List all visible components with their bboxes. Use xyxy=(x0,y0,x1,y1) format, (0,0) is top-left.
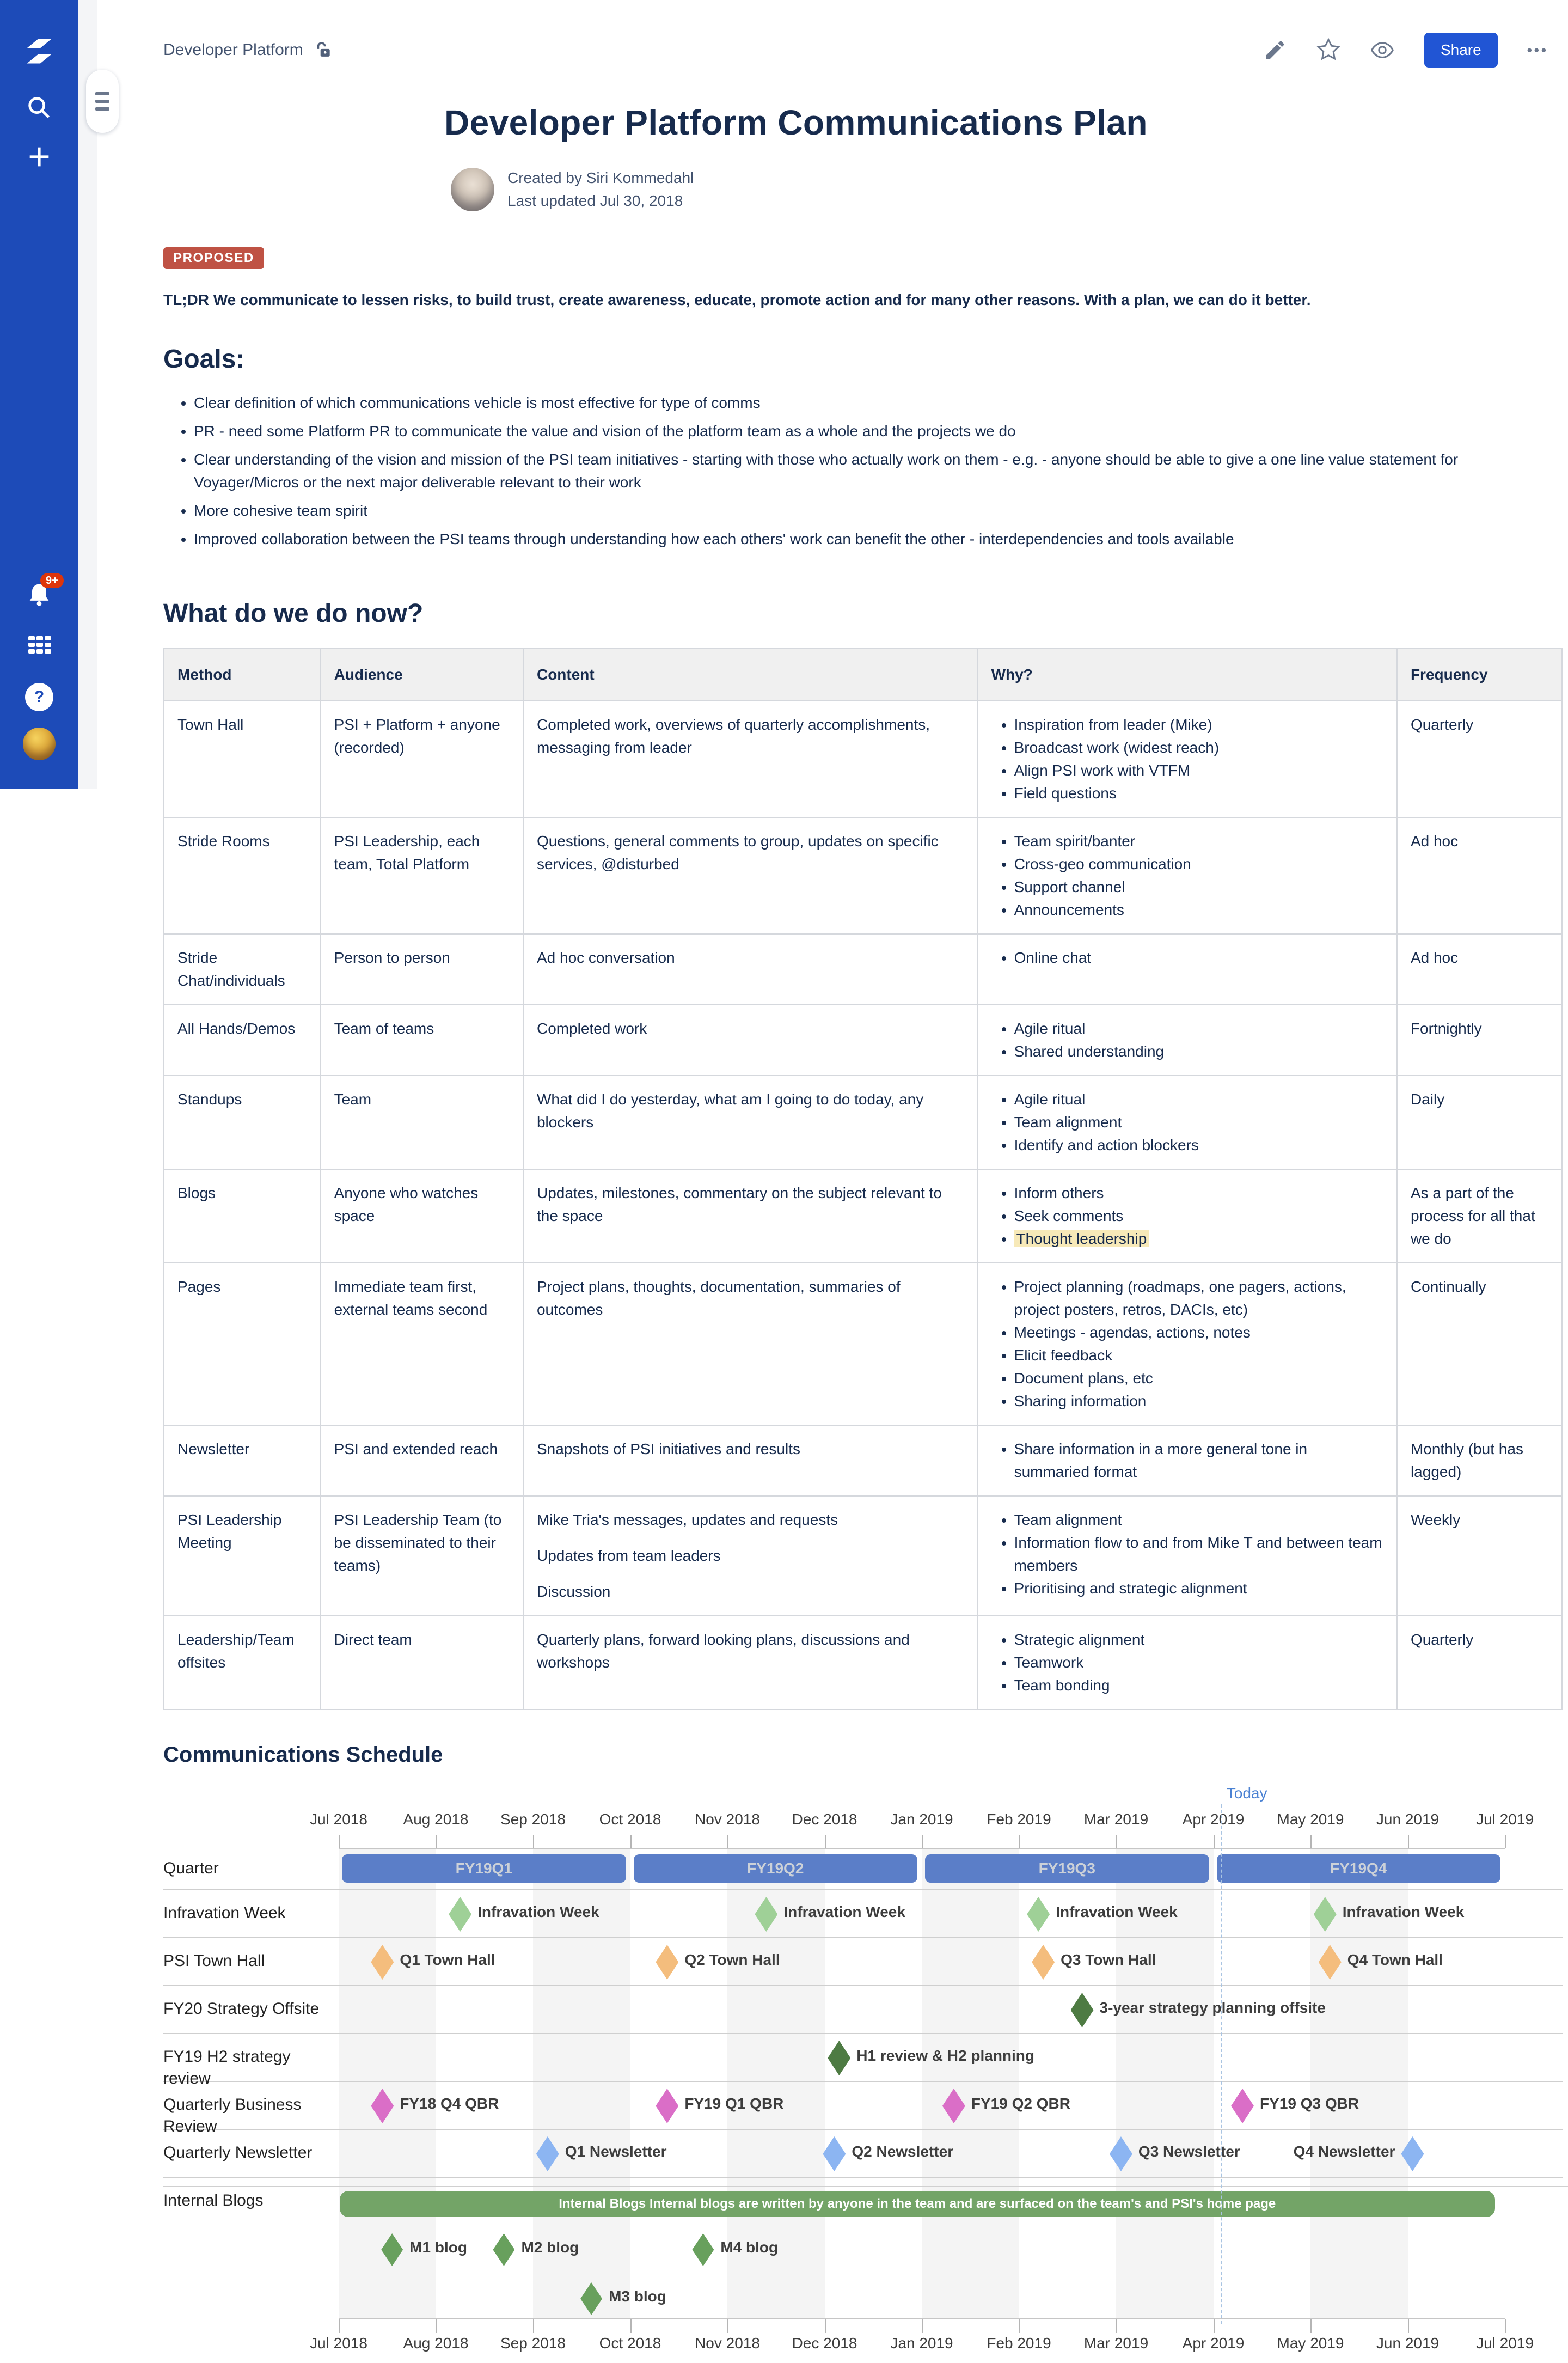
timeline-row-canvas xyxy=(339,1986,1563,2033)
month-tick xyxy=(1310,2319,1312,2333)
cell-why xyxy=(978,1076,1397,1169)
milestone-diamond xyxy=(692,2233,714,2266)
page-title: Developer Platform Communications Plan xyxy=(444,103,1148,142)
milestone-label: Q4 Town Hall xyxy=(1347,1951,1443,1968)
why-bullet: • Elicit feedback xyxy=(1014,1344,1383,1367)
sidebar-expand-pill[interactable] xyxy=(86,70,119,133)
why-bullet: • Agile ritual xyxy=(1014,1017,1383,1040)
milestone-label: M1 blog xyxy=(409,2239,467,2256)
goal-item: • Improved collaboration between the PSI teams through understanding how each others' work can benefit the other - interdependencies and tools available xyxy=(194,528,1563,551)
milestone-diamond xyxy=(656,1945,678,1980)
month-tick xyxy=(436,1835,437,1848)
month-label: Dec 2018 xyxy=(792,2335,857,2352)
cell-frequency: As a part of the process for all that we do xyxy=(1397,1169,1562,1263)
why-bullet: • Seek comments xyxy=(1014,1205,1383,1228)
page-toolbar xyxy=(97,0,1568,100)
milestone-label: FY19 Q2 QBR xyxy=(971,2095,1070,2112)
confluence-logo-glyph xyxy=(23,35,56,68)
unlock-glyph xyxy=(314,41,333,59)
table-row xyxy=(164,1496,1562,1616)
table-column-header: Content xyxy=(523,649,978,701)
cell-why xyxy=(978,701,1397,817)
cell-content: Quarterly plans, forward looking plans, discussions and workshops xyxy=(523,1616,978,1709)
milestone-diamond xyxy=(823,2136,846,2171)
month-label: May 2019 xyxy=(1277,2335,1344,2352)
why-bullet: • Agile ritual xyxy=(1014,1088,1383,1111)
watch-eye-icon[interactable] xyxy=(1370,38,1395,63)
why-bullet: • Support channel xyxy=(1014,876,1383,899)
user-avatar[interactable] xyxy=(23,728,56,760)
timeline-row-canvas xyxy=(339,1890,1563,1937)
month-label: Nov 2018 xyxy=(695,2335,760,2352)
pencil-glyph xyxy=(1263,38,1287,62)
table-column-header: Frequency xyxy=(1397,649,1562,701)
search-glyph xyxy=(25,94,53,122)
cell-method: Stride Chat/individuals xyxy=(164,934,321,1005)
cell-audience: Immediate team first, external teams second xyxy=(321,1263,523,1425)
cell-method: Newsletter xyxy=(164,1425,321,1496)
confluence-logo[interactable] xyxy=(23,35,56,68)
month-label: Feb 2019 xyxy=(987,2335,1051,2352)
why-bullet: • Online chat xyxy=(1014,947,1383,969)
notifications-count-badge: 9+ xyxy=(40,573,64,588)
milestone-label: M3 blog xyxy=(609,2288,666,2305)
cell-method: Leadership/Team offsites xyxy=(164,1616,321,1709)
why-bullet: • Align PSI work with VTFM xyxy=(1014,759,1383,782)
create-plus-icon[interactable] xyxy=(25,143,53,171)
cell-content: Completed work, overviews of quarterly accomplishments, messaging from leader xyxy=(523,701,978,817)
why-bullet: • Field questions xyxy=(1014,782,1383,805)
byline xyxy=(451,167,1148,212)
milestone-diamond xyxy=(371,1945,394,1980)
month-label: Feb 2019 xyxy=(987,1811,1051,1828)
why-bullet: • Meetings - agendas, actions, notes xyxy=(1014,1321,1383,1344)
table-column-header: Why? xyxy=(978,649,1397,701)
milestone-diamond xyxy=(449,1897,471,1932)
created-by-text[interactable]: Created by Siri Kommedahl xyxy=(507,169,694,186)
milestone-label: FY19 Q3 QBR xyxy=(1260,2095,1359,2112)
cell-frequency: Monthly (but has lagged) xyxy=(1397,1425,1562,1496)
cell-audience: Person to person xyxy=(321,934,523,1005)
goal-item: • Clear understanding of the vision and mission of the PSI team initiatives - starting with those who actually work on them - e.g. - anyone should be able to give a one line value statement for Voyager/Micros or the next major deliverable relevant to their work xyxy=(194,448,1563,494)
timeline-row xyxy=(163,2178,1563,2319)
timeline-row-canvas xyxy=(339,1848,1563,1889)
cell-audience: PSI + Platform + anyone (recorded) xyxy=(321,701,523,817)
cell-audience: PSI Leadership, each team, Total Platform xyxy=(321,817,523,934)
grid-glyph xyxy=(26,632,52,658)
today-line xyxy=(1221,1804,1222,2324)
timeline-row xyxy=(163,1986,1563,2034)
month-tick xyxy=(436,2319,437,2333)
quarter-bar: FY19Q4 xyxy=(1217,1854,1501,1883)
milestone-diamond xyxy=(371,2089,394,2123)
goal-item: • PR - need some Platform PR to communicate the value and vision of the platform team as a whole and the projects we do xyxy=(194,420,1563,443)
cell-method: Town Hall xyxy=(164,701,321,817)
timeline-months-bottom xyxy=(163,2319,1563,2363)
month-label: Apr 2019 xyxy=(1182,2335,1245,2352)
app-switcher-grid-icon[interactable] xyxy=(26,632,52,658)
milestone-label: M4 blog xyxy=(720,2239,779,2256)
why-bullet: • Thought leadership xyxy=(1014,1228,1383,1250)
month-tick xyxy=(339,2319,340,2333)
table-column-header: Method xyxy=(164,649,321,701)
month-tick xyxy=(922,2319,923,2333)
title-block xyxy=(444,102,1148,212)
cell-method: PSI Leadership Meeting xyxy=(164,1496,321,1616)
month-tick xyxy=(1116,1835,1117,1848)
month-label: Aug 2018 xyxy=(403,1811,469,1828)
month-label: Jun 2019 xyxy=(1376,2335,1440,2352)
cell-frequency: Quarterly xyxy=(1397,701,1562,817)
month-tick xyxy=(1408,2319,1409,2333)
month-label: Jul 2019 xyxy=(1476,2335,1534,2352)
plus-glyph xyxy=(25,143,53,171)
table-row xyxy=(164,1005,1562,1076)
why-bullet: • Information flow to and from Mike T and between team members xyxy=(1014,1531,1383,1577)
timeline-row-canvas xyxy=(339,2082,1563,2129)
milestone-label: Q2 Town Hall xyxy=(684,1951,780,1968)
milestone-label: M2 blog xyxy=(521,2239,579,2256)
month-label: Jul 2018 xyxy=(310,2335,367,2352)
star-glyph xyxy=(1316,38,1340,62)
why-bullet: • Sharing information xyxy=(1014,1390,1383,1413)
cell-content: Snapshots of PSI initiatives and results xyxy=(523,1425,978,1496)
cell-frequency: Quarterly xyxy=(1397,1616,1562,1709)
milestone-diamond xyxy=(1110,2136,1132,2171)
month-tick xyxy=(1408,1835,1409,1848)
milestone-label: FY18 Q4 QBR xyxy=(400,2095,499,2112)
timeline-row-label: Quarterly Business Review xyxy=(163,2096,302,2135)
cell-why xyxy=(978,1425,1397,1496)
cell-why xyxy=(978,1496,1397,1616)
author-avatar[interactable] xyxy=(451,168,494,211)
cell-method: Blogs xyxy=(164,1169,321,1263)
cell-content: Project plans, thoughts, documentation, summaries of outcomes xyxy=(523,1263,978,1425)
breadcrumb-space-link[interactable]: Developer Platform xyxy=(163,41,303,59)
why-bullet: • Broadcast work (widest reach) xyxy=(1014,736,1383,759)
internal-blogs-bar: Internal Blogs Internal blogs are written by anyone in the team and are surfaced on the team's and PSI's home page xyxy=(340,2191,1495,2217)
goals-heading: Goals: xyxy=(163,345,245,374)
timeline-row-label: FY20 Strategy Offsite xyxy=(163,2000,320,2018)
timeline-row-canvas xyxy=(339,2178,1563,2319)
month-label: Nov 2018 xyxy=(695,1811,760,1828)
milestone-diamond xyxy=(1071,1993,1094,2028)
month-label: Oct 2018 xyxy=(599,2335,661,2352)
timeline-row-label: Infravation Week xyxy=(163,1904,286,1922)
goal-item: • More cohesive team spirit xyxy=(194,499,1563,522)
cell-audience: PSI Leadership Team (to be disseminated to their teams) xyxy=(321,1496,523,1616)
month-label: Sep 2018 xyxy=(500,2335,566,2352)
milestone-diamond xyxy=(828,2041,850,2075)
comms-table xyxy=(163,648,1563,1710)
cell-why xyxy=(978,1616,1397,1709)
cell-content: Ad hoc conversation xyxy=(523,934,978,1005)
why-bullet: • Strategic alignment xyxy=(1014,1628,1383,1651)
cell-content: Completed work xyxy=(523,1005,978,1076)
why-bullet: • Team spirit/banter xyxy=(1014,830,1383,853)
timeline-row-canvas xyxy=(339,1938,1563,1985)
why-bullet: • Prioritising and strategic alignment xyxy=(1014,1577,1383,1600)
cell-frequency: Daily xyxy=(1397,1076,1562,1169)
month-label: Dec 2018 xyxy=(792,1811,857,1828)
unlock-icon[interactable] xyxy=(314,41,333,59)
today-label: Today xyxy=(1226,1785,1267,1802)
timeline-row xyxy=(163,2082,1563,2135)
why-bullet: • Team bonding xyxy=(1014,1674,1383,1697)
favourite-star-icon[interactable] xyxy=(1316,38,1340,62)
timeline-row-label: PSI Town Hall xyxy=(163,1952,265,1970)
page-bottom-divider xyxy=(163,2186,1568,2187)
month-tick xyxy=(1019,1835,1020,1848)
share-button[interactable]: Share xyxy=(1424,33,1498,68)
milestone-diamond xyxy=(580,2282,602,2315)
help-icon[interactable] xyxy=(25,683,53,711)
edit-pencil-icon[interactable] xyxy=(1263,38,1287,62)
milestone-diamond xyxy=(656,2089,678,2123)
goal-item: • Clear definition of which communications vehicle is most effective for type of comms xyxy=(194,392,1563,414)
cell-audience: Team xyxy=(321,1076,523,1169)
quarter-bar: FY19Q3 xyxy=(925,1854,1209,1883)
month-label: Oct 2018 xyxy=(599,1811,661,1828)
search-icon[interactable] xyxy=(25,94,53,122)
table-row xyxy=(164,1425,1562,1496)
cell-method: Stride Rooms xyxy=(164,817,321,934)
timeline-row xyxy=(163,2034,1563,2087)
table-row xyxy=(164,1616,1562,1709)
why-bullet: • Teamwork xyxy=(1014,1651,1383,1674)
month-label: Jan 2019 xyxy=(890,2335,953,2352)
milestone-diamond xyxy=(493,2233,514,2266)
month-label: Aug 2018 xyxy=(403,2335,469,2352)
cell-content: Mike Tria's messages, updates and requests Updates from team leaders Discussion xyxy=(523,1496,978,1616)
why-bullet: • Inform others xyxy=(1014,1182,1383,1205)
month-label: Jun 2019 xyxy=(1376,1811,1440,1828)
month-label: Mar 2019 xyxy=(1083,1811,1149,1828)
table-row xyxy=(164,1263,1562,1425)
status-badge: PROPOSED xyxy=(163,247,264,269)
milestone-diamond xyxy=(1314,1897,1337,1932)
cell-frequency: Continually xyxy=(1397,1263,1562,1425)
month-tick xyxy=(1310,1835,1312,1848)
cell-method: All Hands/Demos xyxy=(164,1005,321,1076)
cell-content: Questions, general comments to group, updates on specific services, @disturbed xyxy=(523,817,978,934)
eye-glyph xyxy=(1370,38,1395,63)
why-bullet: • Inspiration from leader (Mike) xyxy=(1014,713,1383,736)
month-label: Jul 2019 xyxy=(1476,1811,1534,1828)
milestone-label: 3-year strategy planning offsite xyxy=(1099,1999,1326,2016)
milestone-diamond xyxy=(381,2233,403,2266)
milestone-label: FY19 Q1 QBR xyxy=(684,2095,784,2112)
month-label: Sep 2018 xyxy=(500,1811,566,1828)
tldr-text: TL;DR We communicate to lessen risks, to build trust, create awareness, educate, promote action and for many other reasons. With a plan, we can do it better. xyxy=(163,291,1311,308)
timeline xyxy=(163,1780,1563,2363)
quarter-bar: FY19Q1 xyxy=(342,1854,626,1883)
month-tick xyxy=(1019,2319,1020,2333)
milestone-diamond xyxy=(1319,1945,1342,1980)
milestone-label: Q2 Newsletter xyxy=(852,2143,954,2160)
cell-method: Standups xyxy=(164,1076,321,1169)
timeline-months-top xyxy=(163,1780,1563,1848)
cell-method: Pages xyxy=(164,1263,321,1425)
cell-why xyxy=(978,934,1397,1005)
table-row xyxy=(164,1169,1562,1263)
month-tick xyxy=(825,1835,826,1848)
cell-frequency: Weekly xyxy=(1397,1496,1562,1616)
help-question-mark: ? xyxy=(34,688,45,706)
timeline-row-label: Quarterly Newsletter xyxy=(163,2144,313,2161)
month-tick xyxy=(1505,2319,1506,2333)
why-bullet: • Announcements xyxy=(1014,899,1383,921)
why-bullet: • Identify and action blockers xyxy=(1014,1134,1383,1157)
why-bullet: • Shared understanding xyxy=(1014,1040,1383,1063)
milestone-label: Infravation Week xyxy=(783,1903,905,1920)
milestone-diamond xyxy=(942,2089,965,2123)
cell-frequency: Fortnightly xyxy=(1397,1005,1562,1076)
milestone-label: Q3 Newsletter xyxy=(1138,2143,1240,2160)
milestone-diamond xyxy=(1231,2089,1254,2123)
milestone-diamond xyxy=(1032,1945,1055,1980)
why-bullet: • Project planning (roadmaps, one pagers, actions, project posters, retros, DACIs, etc) xyxy=(1014,1275,1383,1321)
month-tick xyxy=(533,2319,534,2333)
notifications-bell-icon[interactable] xyxy=(25,575,58,609)
why-bullet: • Team alignment xyxy=(1014,1111,1383,1134)
cell-frequency: Ad hoc xyxy=(1397,934,1562,1005)
table-column-header: Audience xyxy=(321,649,523,701)
month-tick xyxy=(339,1835,340,1848)
timeline-row xyxy=(163,1890,1563,1938)
milestone-label: Q3 Town Hall xyxy=(1061,1951,1156,1968)
milestone-diamond xyxy=(536,2136,559,2171)
timeline-row xyxy=(163,1848,1563,1890)
table-row xyxy=(164,817,1562,934)
month-tick xyxy=(1214,1835,1215,1848)
milestone-diamond xyxy=(1027,1897,1050,1932)
table-row xyxy=(164,1076,1562,1169)
cell-audience: Anyone who watches space xyxy=(321,1169,523,1263)
cell-content: Updates, milestones, commentary on the subject relevant to the space xyxy=(523,1169,978,1263)
table-row xyxy=(164,934,1562,1005)
month-tick xyxy=(630,1835,632,1848)
milestone-label: Q1 Town Hall xyxy=(400,1951,495,1968)
table-row xyxy=(164,701,1562,817)
cell-why xyxy=(978,1005,1397,1076)
milestone-diamond xyxy=(1401,2136,1424,2171)
month-label: Jul 2018 xyxy=(310,1811,367,1828)
month-tick xyxy=(1214,2319,1215,2333)
quarter-bar: FY19Q2 xyxy=(634,1854,918,1883)
month-label: Mar 2019 xyxy=(1083,2335,1149,2352)
month-label: May 2019 xyxy=(1277,1811,1344,1828)
cell-why xyxy=(978,1263,1397,1425)
milestone-diamond xyxy=(755,1897,777,1932)
cell-why xyxy=(978,1169,1397,1263)
milestone-label: Q4 Newsletter xyxy=(1293,2143,1395,2160)
timeline-row xyxy=(163,1938,1563,1986)
month-tick xyxy=(825,2319,826,2333)
milestone-label: Q1 Newsletter xyxy=(565,2143,667,2160)
timeline-row-canvas xyxy=(339,2130,1563,2177)
now-heading: What do we do now? xyxy=(163,599,424,628)
milestone-label: Infravation Week xyxy=(1056,1903,1178,1920)
month-tick xyxy=(727,2319,728,2333)
milestone-label: Infravation Week xyxy=(477,1903,599,1920)
cell-audience: PSI and extended reach xyxy=(321,1425,523,1496)
cell-audience: Team of teams xyxy=(321,1005,523,1076)
cell-content: What did I do yesterday, what am I going to do today, any blockers xyxy=(523,1076,978,1169)
hamburger-icon xyxy=(95,92,109,95)
cell-frequency: Ad hoc xyxy=(1397,817,1562,934)
month-tick xyxy=(922,1835,923,1848)
timeline-body xyxy=(163,1848,1563,2319)
main-area xyxy=(97,0,1568,2363)
cell-audience: Direct team xyxy=(321,1616,523,1709)
why-bullet: • Share information in a more general tone in summaried format xyxy=(1014,1438,1383,1483)
why-bullet: • Cross-geo communication xyxy=(1014,853,1383,876)
month-label: Jan 2019 xyxy=(890,1811,953,1828)
month-label: Apr 2019 xyxy=(1182,1811,1245,1828)
why-bullet: • Document plans, etc xyxy=(1014,1367,1383,1390)
timeline-row xyxy=(163,2130,1563,2178)
more-actions-icon[interactable]: ••• xyxy=(1527,41,1548,58)
timeline-row-label: FY19 H2 strategy review xyxy=(163,2048,291,2087)
milestone-label: H1 review & H2 planning xyxy=(856,2047,1035,2064)
month-tick xyxy=(727,1835,728,1848)
timeline-row-label: Internal Blogs xyxy=(163,2191,264,2209)
milestone-label: Infravation Week xyxy=(1342,1903,1465,1920)
last-updated-text: Last updated Jul 30, 2018 xyxy=(507,192,683,209)
goals-list xyxy=(163,392,1563,551)
app-sidebar xyxy=(0,0,78,789)
month-tick xyxy=(1116,2319,1117,2333)
timeline-row-canvas xyxy=(339,2034,1563,2081)
cell-why xyxy=(978,817,1397,934)
page-content xyxy=(163,102,1563,2363)
schedule-heading: Communications Schedule xyxy=(163,1743,443,1767)
month-tick xyxy=(533,1835,534,1848)
timeline-row-label: Quarter xyxy=(163,1859,219,1877)
month-tick xyxy=(1505,1835,1506,1848)
month-tick xyxy=(630,2319,632,2333)
why-bullet: • Team alignment xyxy=(1014,1509,1383,1531)
